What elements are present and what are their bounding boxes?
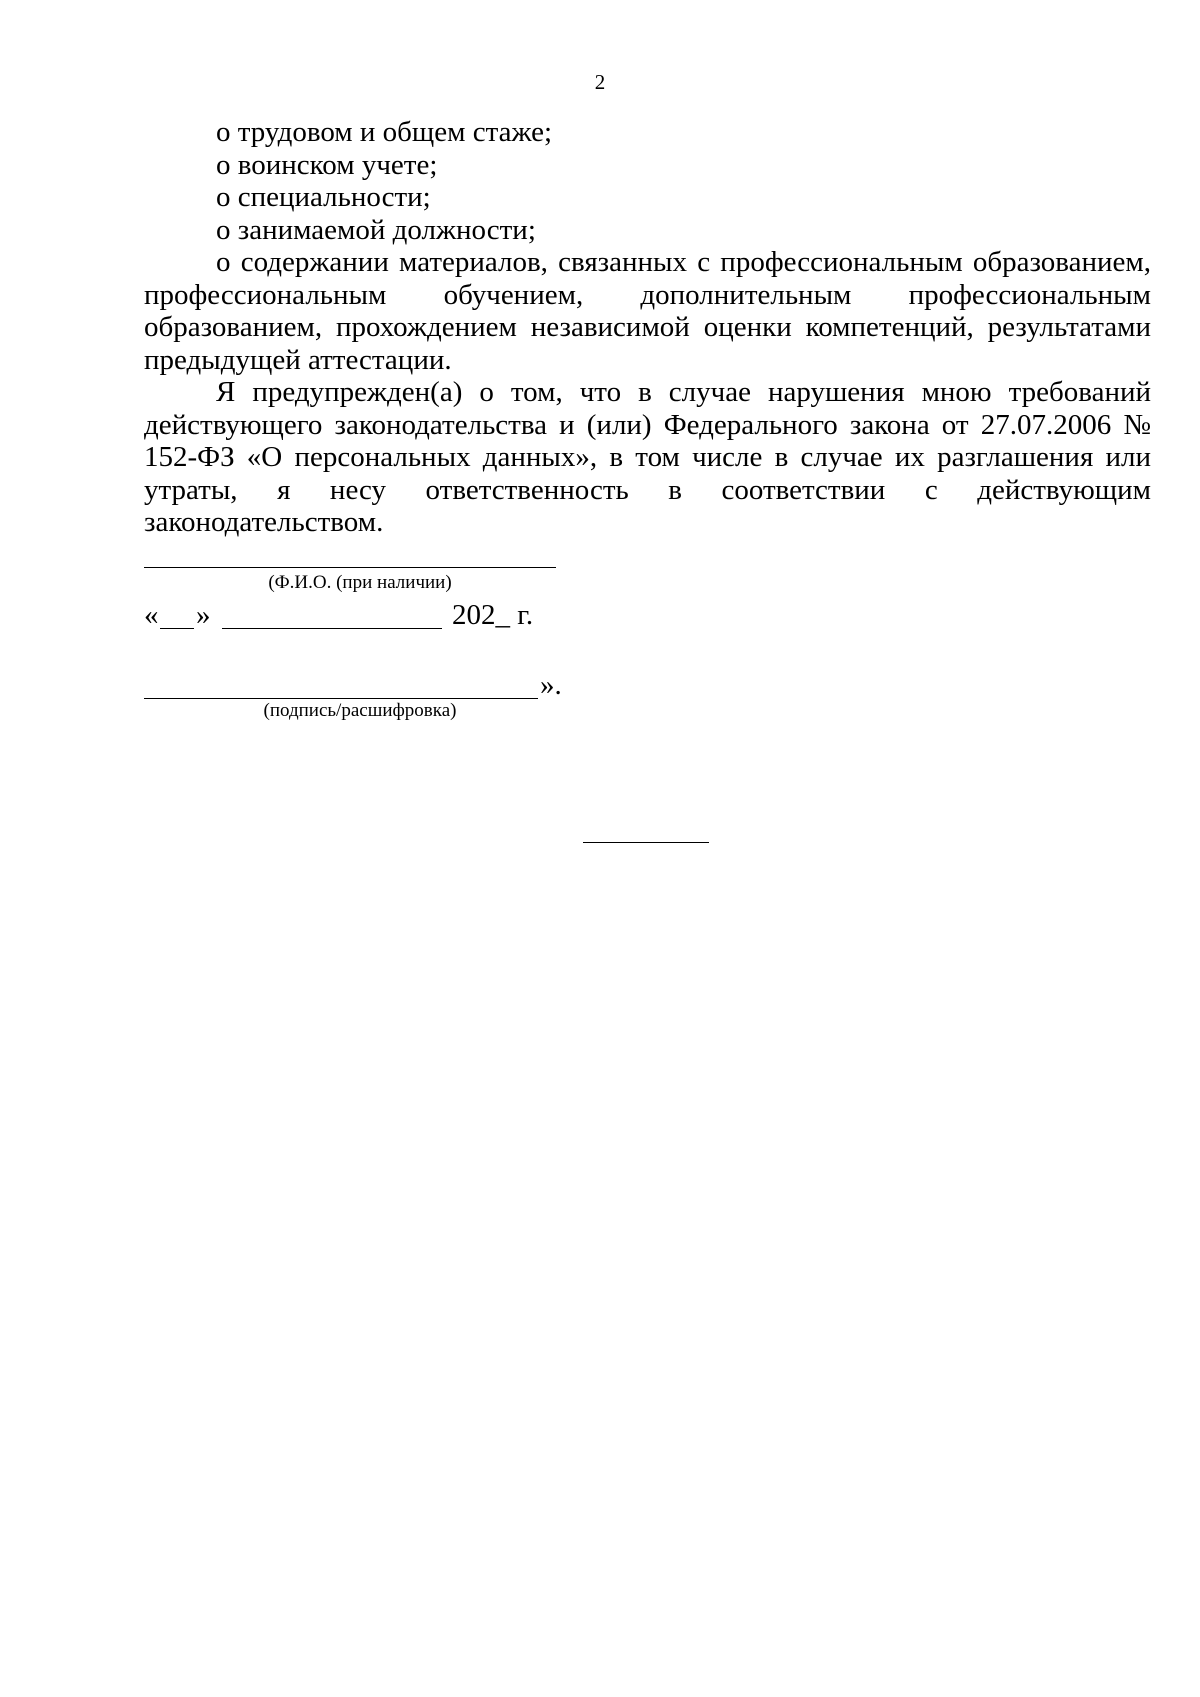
sign-caption: (подпись/расшифровка) [263, 700, 457, 721]
sign-blank [144, 698, 538, 699]
end-rule [583, 842, 709, 843]
year-text: 202_ г. [452, 599, 534, 631]
month-blank [222, 628, 442, 629]
sign-row [144, 668, 584, 702]
fio-line [144, 567, 556, 568]
fio-caption: (Ф.И.О. (при наличии) [268, 572, 452, 593]
list-item: о специальности; [216, 181, 431, 213]
paragraph-warning: Я предупрежден(а) о том, что в случае нарушения мною требований действующего законодательства и (или) Федерального закона от 27.07.2006 № 152-ФЗ «О персональных данных», в том числе в случае их разглашения или утраты, я несу ответственность в соответствии с действующим законодательством. [144, 376, 1151, 538]
page-number: 2 [594, 70, 606, 94]
document-body [144, 116, 1151, 539]
list-item: о воинском учете; [216, 148, 438, 181]
list-item: о трудовом и общем стаже; [216, 116, 553, 148]
day-blank [160, 628, 194, 629]
paragraph-materials: о содержании материалов, связанных с профессиональным образованием, профессиональным обучением, дополнительным профессиональным образованием, прохождением независимой оценки компетенций, результатами предыдущей аттестации. [144, 246, 1151, 376]
date-close-quote: » [196, 599, 211, 631]
date-open-quote: « [144, 599, 159, 631]
date-row [144, 598, 584, 632]
list-item: о занимаемой должности; [216, 213, 536, 246]
sign-end: ». [540, 669, 562, 701]
